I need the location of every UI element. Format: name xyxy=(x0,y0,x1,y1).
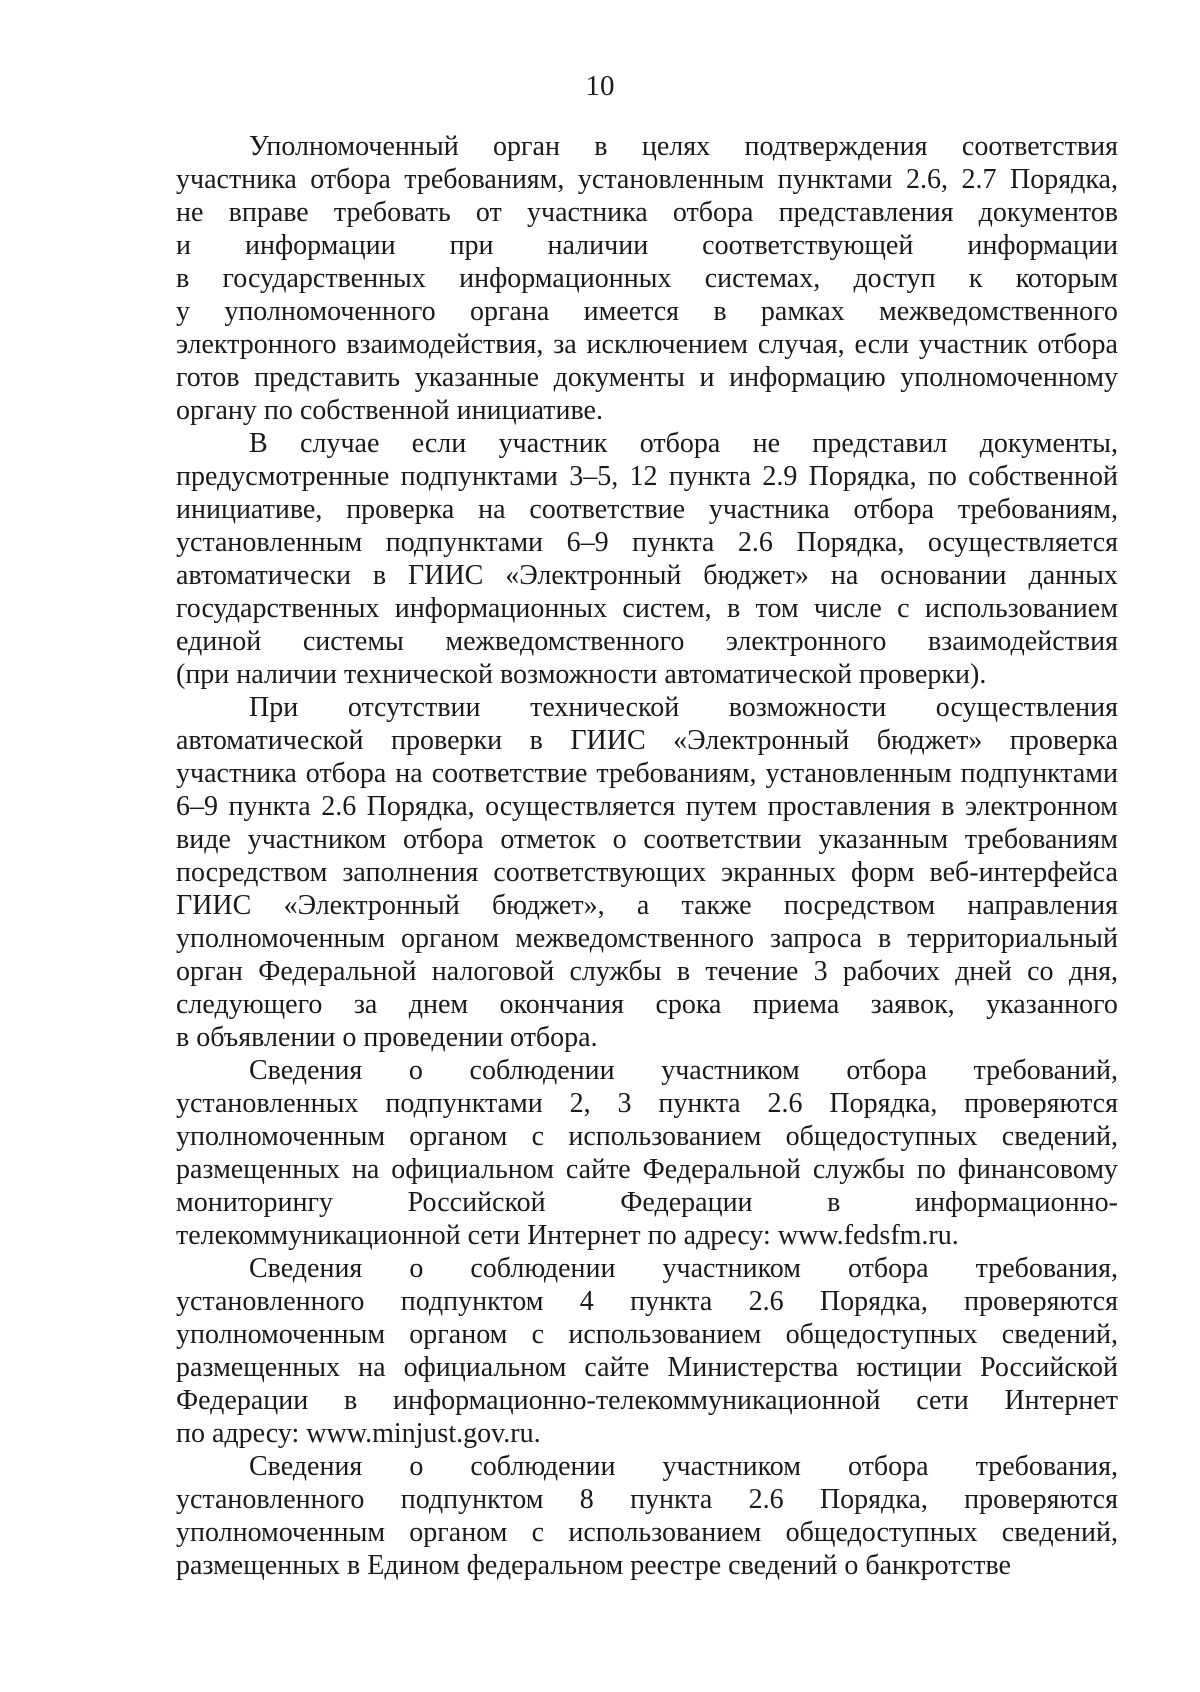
document-body xyxy=(176,130,1118,1582)
paragraph xyxy=(176,691,1118,1054)
paragraph xyxy=(176,427,1118,691)
text-line: ГИИС «Электронный бюджет», а также посредством направления xyxy=(176,890,1118,921)
text-line: уполномоченным органом межведомственного запроса в территориальный xyxy=(176,923,1118,954)
text-line: по адресу: www.minjust.gov.ru. xyxy=(176,1418,541,1449)
text-line: установленным подпунктами 6–9 пункта 2.6 Порядка, осуществляется xyxy=(176,527,1118,558)
text-line: (при наличии технической возможности автоматической проверки). xyxy=(176,659,987,690)
text-line: установленного подпунктом 8 пункта 2.6 Порядка, проверяются xyxy=(176,1484,1118,1515)
text-line: Сведения о соблюдении участником отбора требований, xyxy=(249,1055,1118,1086)
text-line: в государственных информационных системах, доступ к которым xyxy=(176,263,1118,294)
paragraph xyxy=(176,1054,1118,1252)
text-line: Сведения о соблюдении участником отбора требования, xyxy=(249,1253,1118,1284)
text-line: автоматической проверки в ГИИС «Электронный бюджет» проверка xyxy=(176,725,1118,756)
text-line: размещенных в Едином федеральном реестре сведений о банкротстве xyxy=(176,1550,1011,1581)
text-line: установленных подпунктами 2, 3 пункта 2.6 Порядка, проверяются xyxy=(176,1088,1118,1119)
text-line: установленного подпунктом 4 пункта 2.6 Порядка, проверяются xyxy=(176,1286,1118,1317)
text-line: Уполномоченный орган в целях подтверждения соответствия xyxy=(249,131,1118,162)
text-line: орган Федеральной налоговой службы в течение 3 рабочих дней со дня, xyxy=(176,956,1118,987)
paragraph xyxy=(176,1450,1118,1582)
text-line: Сведения о соблюдении участником отбора требования, xyxy=(249,1451,1118,1482)
text-line: уполномоченным органом с использованием общедоступных сведений, xyxy=(176,1121,1118,1152)
text-line: размещенных на официальном сайте Министерства юстиции Российской xyxy=(176,1352,1118,1383)
text-line: предусмотренные подпунктами 3–5, 12 пункта 2.9 Порядка, по собственной xyxy=(176,461,1118,492)
text-line: участника отбора требованиям, установленным пунктами 2.6, 2.7 Порядка, xyxy=(176,164,1118,195)
text-line: у уполномоченного органа имеется в рамках межведомственного xyxy=(176,296,1118,327)
text-line: уполномоченным органом с использованием общедоступных сведений, xyxy=(176,1517,1118,1548)
text-line: государственных информационных систем, в том числе с использованием xyxy=(176,593,1118,624)
text-line: следующего за днем окончания срока приема заявок, указанного xyxy=(176,989,1118,1020)
text-line: в объявлении о проведении отбора. xyxy=(176,1022,598,1053)
text-line: единой системы межведомственного электронного взаимодействия xyxy=(176,626,1118,657)
text-line: автоматически в ГИИС «Электронный бюджет» на основании данных xyxy=(176,560,1118,591)
text-line: При отсутствии технической возможности осуществления xyxy=(249,692,1118,723)
text-line: уполномоченным органом с использованием общедоступных сведений, xyxy=(176,1319,1118,1350)
text-line: участника отбора на соответствие требованиям, установленным подпунктами xyxy=(176,758,1118,789)
text-line: электронного взаимодействия, за исключением случая, если участник отбора xyxy=(176,329,1118,360)
text-line: и информации при наличии соответствующей информации xyxy=(176,230,1118,261)
text-line: В случае если участник отбора не представил документы, xyxy=(249,428,1118,459)
text-line: посредством заполнения соответствующих экранных форм веб-интерфейса xyxy=(176,857,1118,888)
page-number: 10 xyxy=(585,70,615,102)
paragraph xyxy=(176,1252,1118,1450)
text-line: не вправе требовать от участника отбора представления документов xyxy=(176,197,1118,228)
text-line: мониторингу Российской Федерации в информационно- xyxy=(176,1187,1118,1218)
text-line: размещенных на официальном сайте Федеральной службы по финансовому xyxy=(176,1154,1118,1185)
text-line: органу по собственной инициативе. xyxy=(176,395,603,426)
paragraph xyxy=(176,130,1118,427)
text-line: 6–9 пункта 2.6 Порядка, осуществляется путем проставления в электронном xyxy=(176,791,1118,822)
text-line: телекоммуникационной сети Интернет по адресу: www.fedsfm.ru. xyxy=(176,1220,959,1251)
text-line: виде участником отбора отметок о соответствии указанным требованиям xyxy=(176,824,1118,855)
text-line: Федерации в информационно-телекоммуникационной сети Интернет xyxy=(176,1385,1118,1416)
text-line: инициативе, проверка на соответствие участника отбора требованиям, xyxy=(176,494,1118,525)
text-line: готов представить указанные документы и информацию уполномоченному xyxy=(176,362,1118,393)
